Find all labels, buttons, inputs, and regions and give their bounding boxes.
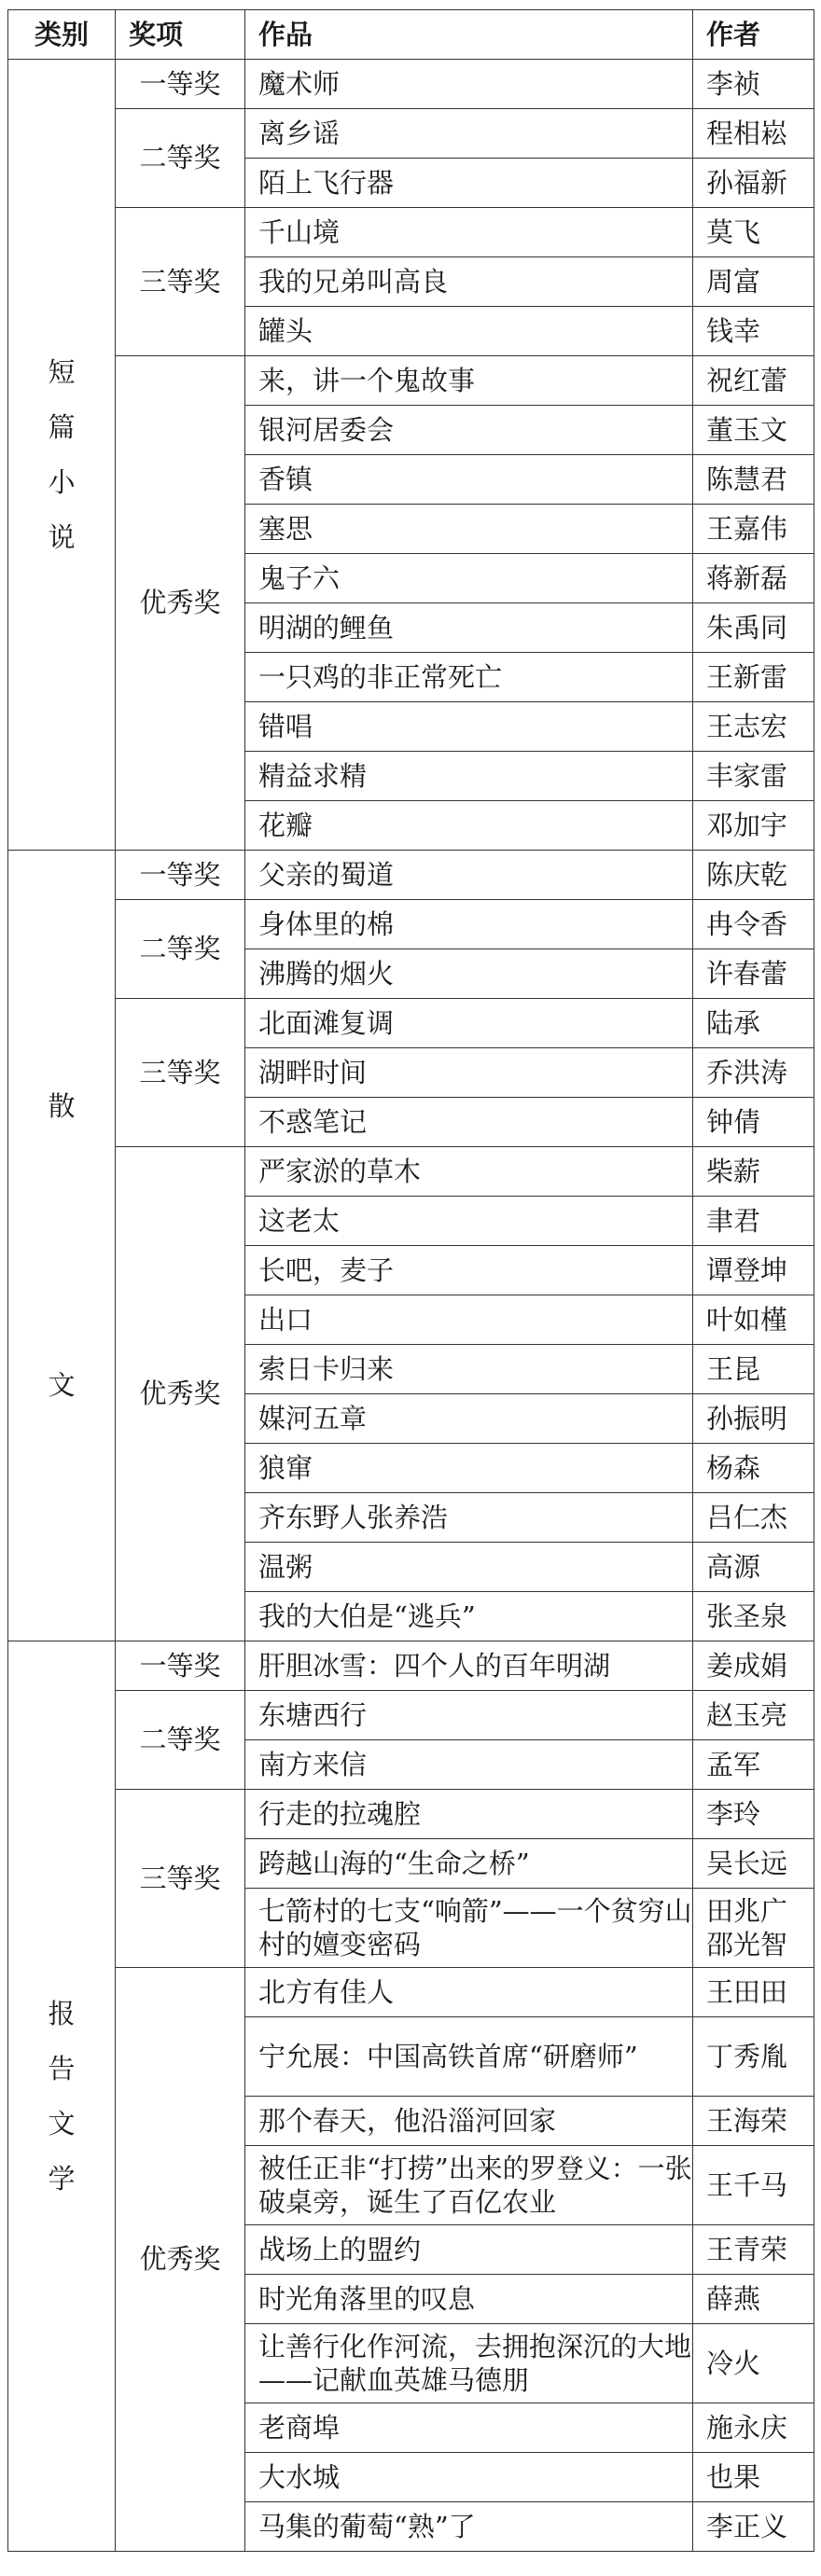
category-cell <box>8 60 116 851</box>
award-cell: 一等奖 <box>116 1641 245 1691</box>
author-cell: 莫飞 <box>693 208 814 257</box>
author-cell: 钱幸 <box>693 307 814 356</box>
work-title-cell: 精益求精 <box>245 752 693 801</box>
award-cell: 优秀奖 <box>116 1147 245 1641</box>
work-title-cell: 沸腾的烟火 <box>245 949 693 999</box>
work-title-cell: 父亲的蜀道 <box>245 851 693 900</box>
work-title-cell: 银河居委会 <box>245 406 693 455</box>
work-title-cell: 我的大伯是“逃兵” <box>245 1592 693 1641</box>
table-row <box>8 356 814 406</box>
work-title-cell: 出口 <box>245 1295 693 1345</box>
award-cell: 一等奖 <box>116 851 245 900</box>
table-row <box>8 1790 814 1839</box>
author-cell: 祝红蕾 <box>693 356 814 406</box>
work-title-cell: 宁允展：中国高铁首席“研磨师” <box>245 2017 693 2097</box>
author-cell: 张圣泉 <box>693 1592 814 1641</box>
work-title-cell: 时光角落里的叹息 <box>245 2275 693 2324</box>
author-cell: 王海荣 <box>693 2097 814 2146</box>
author-cell: 丁秀胤 <box>693 2017 814 2097</box>
header-work: 作品 <box>245 10 693 60</box>
category-label: 报 告 文 学 <box>48 1997 76 2195</box>
author-cell: 李祯 <box>693 60 814 109</box>
author-cell: 杨森 <box>693 1444 814 1493</box>
work-title-cell: 马集的葡萄“熟”了 <box>245 2502 693 2552</box>
author-cell: 施永庆 <box>693 2403 814 2453</box>
header-author: 作者 <box>693 10 814 60</box>
author-cell: 陈慧君 <box>693 455 814 505</box>
work-title-cell: 鬼子六 <box>245 554 693 603</box>
work-title-cell: 离乡谣 <box>245 109 693 159</box>
work-title-cell: 塞思 <box>245 505 693 554</box>
work-title-cell: 严家淤的草木 <box>245 1147 693 1197</box>
author-cell: 也果 <box>693 2453 814 2502</box>
work-title-cell: 温粥 <box>245 1543 693 1592</box>
work-title-cell: 南方来信 <box>245 1740 693 1790</box>
author-cell: 孙振明 <box>693 1394 814 1444</box>
author-cell: 孟军 <box>693 1740 814 1790</box>
category-label: 短 篇 小 说 <box>48 355 76 553</box>
author-cell: 李正义 <box>693 2502 814 2552</box>
table-row <box>8 109 814 159</box>
work-title-cell: 花瓣 <box>245 801 693 851</box>
author-cell: 赵玉亮 <box>693 1691 814 1740</box>
awards-table <box>7 9 814 2552</box>
author-cell: 王新雷 <box>693 653 814 702</box>
award-cell: 三等奖 <box>116 999 245 1147</box>
author-cell: 聿君 <box>693 1197 814 1246</box>
work-title-cell: 老商埠 <box>245 2403 693 2453</box>
work-title-cell: 明湖的鲤鱼 <box>245 603 693 653</box>
work-title-cell: 被任正非“打捞”出来的罗登义：一张破桌旁，诞生了百亿农业 <box>245 2146 693 2225</box>
work-title-cell: 索日卡归来 <box>245 1345 693 1394</box>
author-cell: 王嘉伟 <box>693 505 814 554</box>
award-cell: 三等奖 <box>116 1790 245 1968</box>
work-title-cell: 我的兄弟叫高良 <box>245 257 693 307</box>
author-cell: 乔洪涛 <box>693 1048 814 1098</box>
table-row <box>8 999 814 1048</box>
award-cell: 一等奖 <box>116 60 245 109</box>
author-cell: 薛燕 <box>693 2275 814 2324</box>
author-cell: 王千马 <box>693 2146 814 2225</box>
author-cell: 孙福新 <box>693 159 814 208</box>
work-title-cell: 不惑笔记 <box>245 1098 693 1147</box>
category-cell <box>8 851 116 1641</box>
work-title-cell: 媒河五章 <box>245 1394 693 1444</box>
author-cell: 许春蕾 <box>693 949 814 999</box>
work-title-cell: 让善行化作河流，去拥抱深沉的大地——记献血英雄马德朋 <box>245 2324 693 2403</box>
work-title-cell: 湖畔时间 <box>245 1048 693 1098</box>
author-cell: 柴薪 <box>693 1147 814 1197</box>
table-body <box>8 60 814 2552</box>
table-row <box>8 1691 814 1740</box>
author-cell: 谭登坤 <box>693 1246 814 1295</box>
work-title-cell: 陌上飞行器 <box>245 159 693 208</box>
work-title-cell: 北方有佳人 <box>245 1968 693 2017</box>
author-cell: 叶如槿 <box>693 1295 814 1345</box>
work-title-cell: 肝胆冰雪：四个人的百年明湖 <box>245 1641 693 1691</box>
work-title-cell: 来，讲一个鬼故事 <box>245 356 693 406</box>
work-title-cell: 大水城 <box>245 2453 693 2502</box>
category-label: 散 文 <box>48 1089 76 1401</box>
table-header <box>8 10 814 60</box>
award-cell: 优秀奖 <box>116 1968 245 2552</box>
category-cell <box>8 1641 116 2552</box>
work-title-cell: 身体里的棉 <box>245 900 693 949</box>
header-row <box>8 10 814 60</box>
table-row <box>8 208 814 257</box>
author-cell: 王昆 <box>693 1345 814 1394</box>
work-title-cell: 狼窜 <box>245 1444 693 1493</box>
author-cell: 王志宏 <box>693 702 814 752</box>
table-row <box>8 1641 814 1691</box>
table-row <box>8 1147 814 1197</box>
author-cell: 周富 <box>693 257 814 307</box>
header-category: 类别 <box>8 10 116 60</box>
work-title-cell: 香镇 <box>245 455 693 505</box>
author-cell: 陈庆乾 <box>693 851 814 900</box>
author-cell: 冉令香 <box>693 900 814 949</box>
work-title-cell: 这老太 <box>245 1197 693 1246</box>
author-cell: 高源 <box>693 1543 814 1592</box>
author-cell: 程相崧 <box>693 109 814 159</box>
author-cell: 陆承 <box>693 999 814 1048</box>
award-cell: 二等奖 <box>116 900 245 999</box>
work-title-cell: 千山境 <box>245 208 693 257</box>
table-row <box>8 900 814 949</box>
work-title-cell: 齐东野人张养浩 <box>245 1493 693 1543</box>
award-cell: 三等奖 <box>116 208 245 356</box>
award-cell: 优秀奖 <box>116 356 245 851</box>
work-title-cell: 那个春天，他沿淄河回家 <box>245 2097 693 2146</box>
author-cell: 钟倩 <box>693 1098 814 1147</box>
table-row <box>8 60 814 109</box>
work-title-cell: 七箭村的七支“响箭”——一个贫穷山村的嬗变密码 <box>245 1889 693 1968</box>
author-cell: 吕仁杰 <box>693 1493 814 1543</box>
author-cell: 朱禹同 <box>693 603 814 653</box>
author-cell: 王田田 <box>693 1968 814 2017</box>
work-title-cell: 罐头 <box>245 307 693 356</box>
author-cell: 董玉文 <box>693 406 814 455</box>
award-cell: 二等奖 <box>116 109 245 208</box>
work-title-cell: 北面滩复调 <box>245 999 693 1048</box>
work-title-cell: 跨越山海的“生命之桥” <box>245 1839 693 1889</box>
work-title-cell: 一只鸡的非正常死亡 <box>245 653 693 702</box>
work-title-cell: 错唱 <box>245 702 693 752</box>
author-cell: 吴长远 <box>693 1839 814 1889</box>
table-row <box>8 1968 814 2017</box>
author-cell: 丰家雷 <box>693 752 814 801</box>
author-cell: 冷火 <box>693 2324 814 2403</box>
author-cell: 邓加宇 <box>693 801 814 851</box>
work-title-cell: 长吧，麦子 <box>245 1246 693 1295</box>
work-title-cell: 东塘西行 <box>245 1691 693 1740</box>
author-cell: 姜成娟 <box>693 1641 814 1691</box>
work-title-cell: 行走的拉魂腔 <box>245 1790 693 1839</box>
award-cell: 二等奖 <box>116 1691 245 1790</box>
work-title-cell: 魔术师 <box>245 60 693 109</box>
header-award: 奖项 <box>116 10 245 60</box>
author-cell: 蒋新磊 <box>693 554 814 603</box>
work-title-cell: 战场上的盟约 <box>245 2225 693 2275</box>
table-row <box>8 851 814 900</box>
author-cell: 李玲 <box>693 1790 814 1839</box>
author-cell: 田兆广 邵光智 <box>693 1889 814 1968</box>
author-cell: 王青荣 <box>693 2225 814 2275</box>
